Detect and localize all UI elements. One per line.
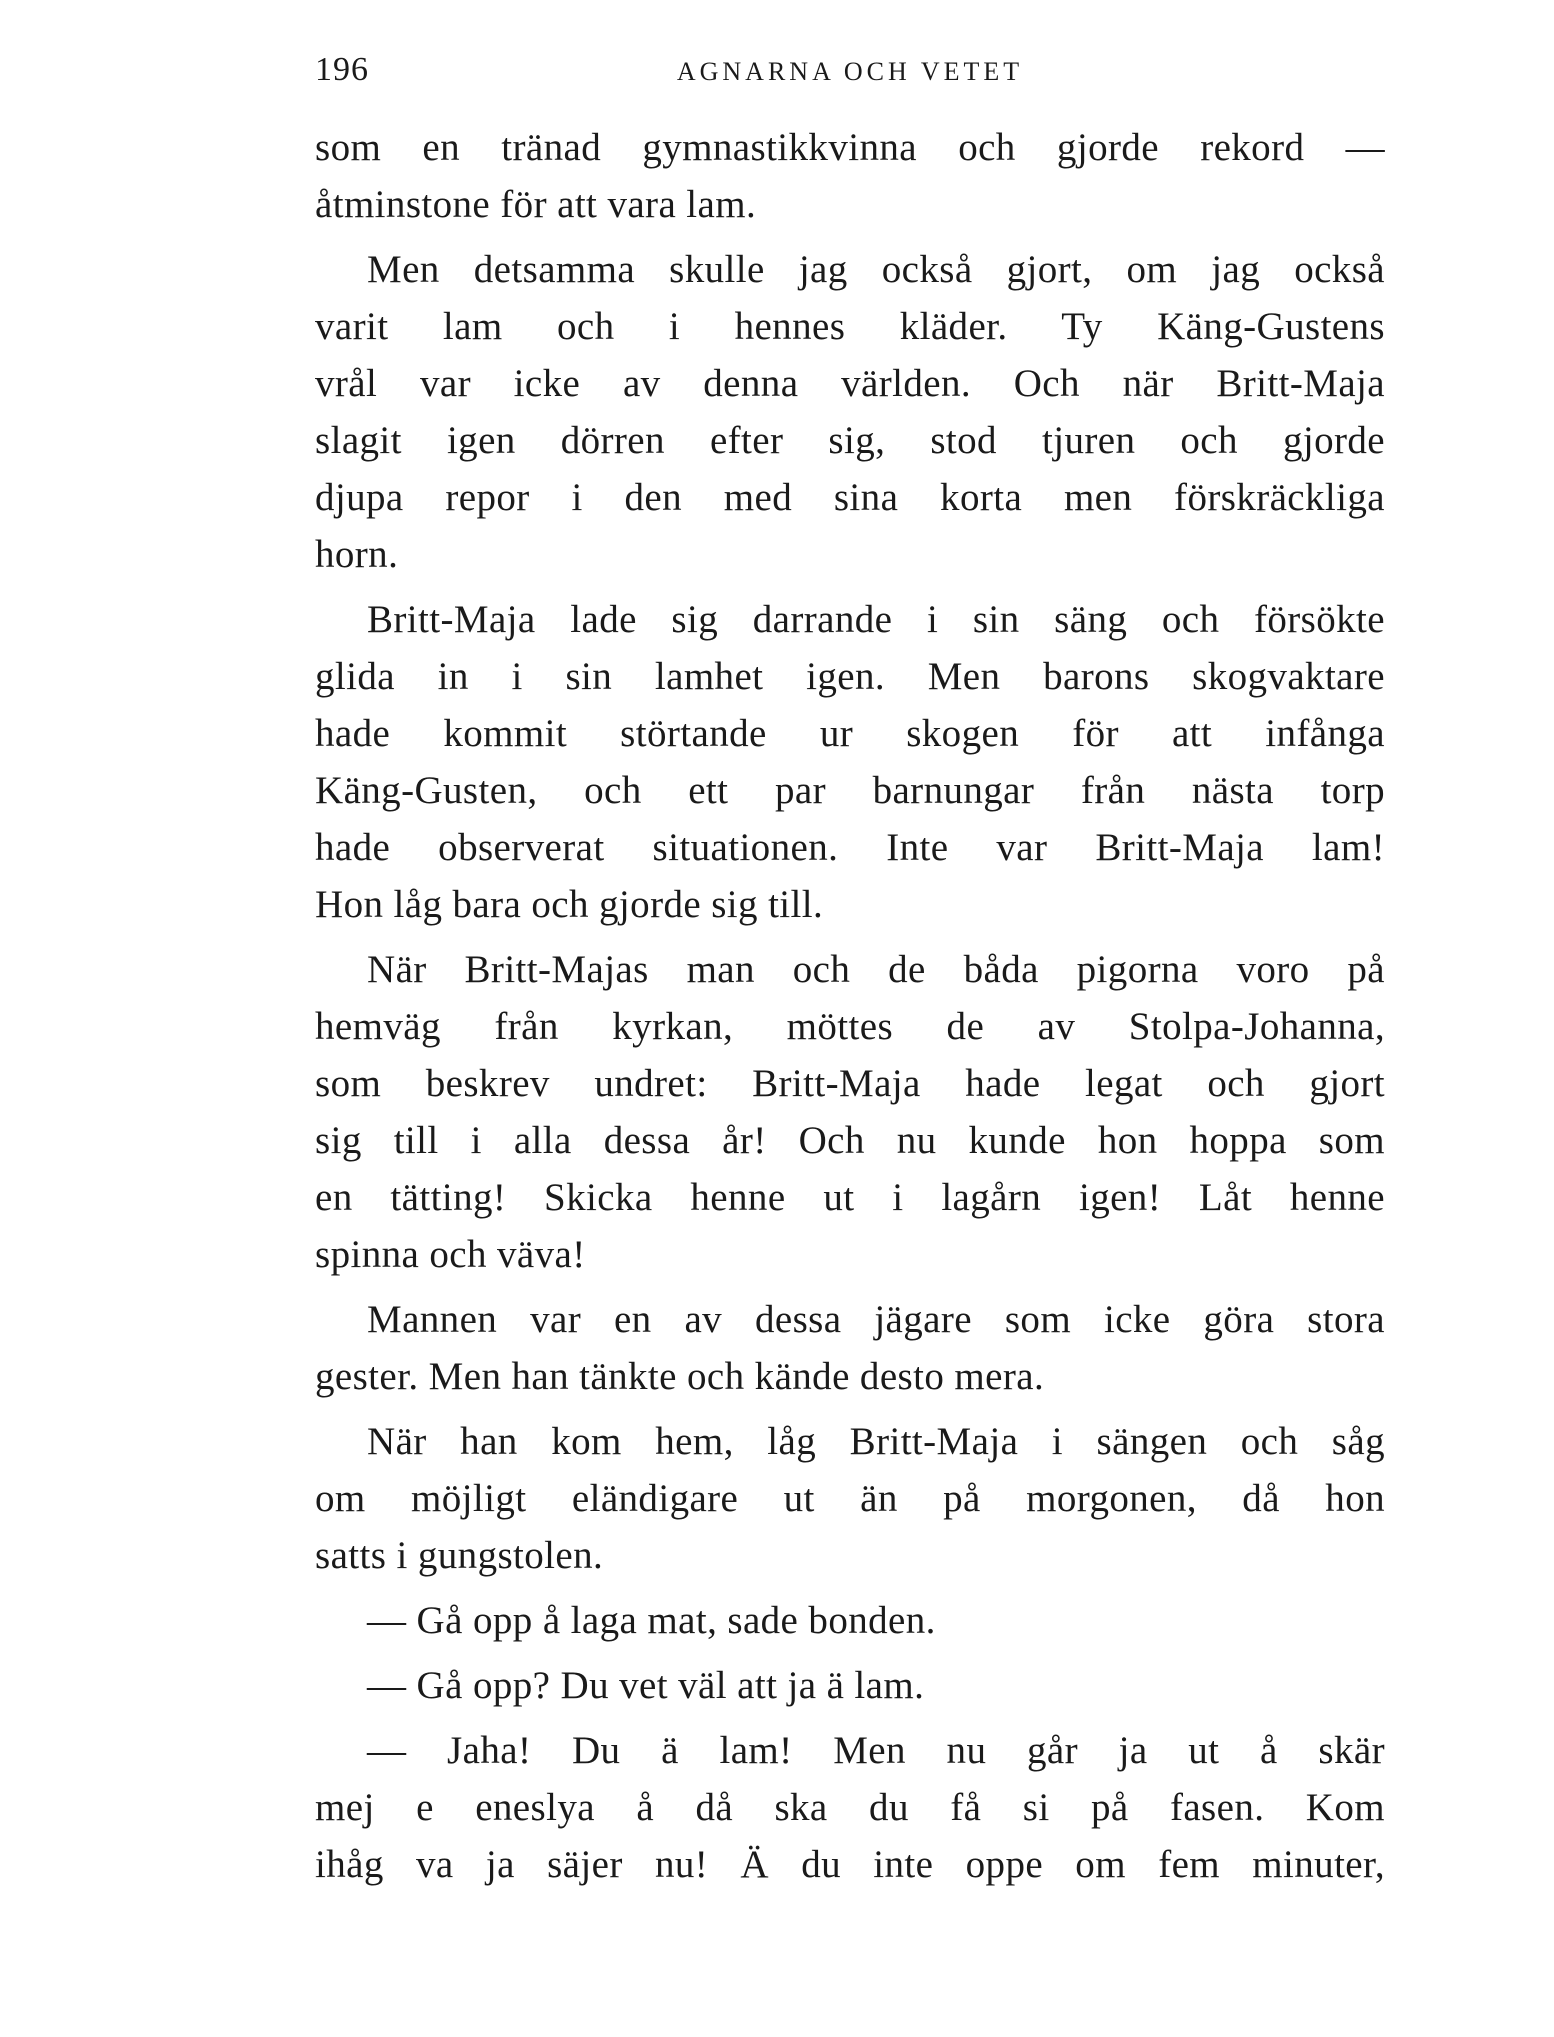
paragraph — [315, 119, 1385, 233]
paragraph — [315, 1291, 1385, 1405]
text-line: hade kommit störtande ur skogen för att infånga — [315, 712, 1385, 755]
text-line: — Gå opp å laga mat, sade bonden. — [367, 1599, 936, 1642]
text-line: Britt-Maja lade sig darrande i sin säng och försökte — [367, 598, 1385, 641]
text-line: — Gå opp? Du vet väl att ja ä lam. — [367, 1664, 925, 1707]
paragraph — [315, 1592, 1385, 1649]
text-line: varit lam och i hennes kläder. Ty Käng-Gustens — [315, 305, 1385, 348]
paragraph — [315, 591, 1385, 933]
text-line: slagit igen dörren efter sig, stod tjuren och gjorde — [315, 419, 1385, 462]
text-line: som en tränad gymnastikkvinna och gjorde rekord — — [315, 126, 1385, 169]
text-line: sig till i alla dessa år! Och nu kunde hon hoppa som — [315, 1119, 1385, 1162]
text-line: glida in i sin lamhet igen. Men barons skogvaktare — [315, 655, 1385, 698]
text-line: hade observerat situationen. Inte var Britt-Maja lam! — [315, 826, 1385, 869]
text-line: gester. Men han tänkte och kände desto mera. — [315, 1355, 1045, 1398]
text-line: ihåg va ja säjer nu! Ä du inte oppe om fem minuter, — [315, 1843, 1385, 1886]
paragraph — [315, 941, 1385, 1283]
text-line: Käng-Gusten, och ett par barnungar från nästa torp — [315, 769, 1385, 812]
text-line: djupa repor i den med sina korta men förskräckliga — [315, 476, 1385, 519]
text-line: satts i gungstolen. — [315, 1534, 604, 1577]
text-line: spinna och väva! — [315, 1233, 586, 1276]
text-line: mej e eneslya å då ska du få si på fasen. Kom — [315, 1786, 1385, 1829]
page-number: 196 — [315, 51, 369, 88]
text-line: När Britt-Majas man och de båda pigorna voro på — [367, 948, 1385, 991]
text-line: När han kom hem, låg Britt-Maja i sängen och såg — [367, 1420, 1385, 1463]
text-line: vrål var icke av denna världen. Och när Britt-Maja — [315, 362, 1385, 405]
text-line: Hon låg bara och gjorde sig till. — [315, 883, 824, 926]
text-line: som beskrev undret: Britt-Maja hade legat och gjort — [315, 1062, 1385, 1105]
text-line: om möjligt eländigare ut än på morgonen, då hon — [315, 1477, 1385, 1520]
paragraph — [315, 241, 1385, 583]
body-text — [315, 119, 1385, 1901]
paragraph — [315, 1722, 1385, 1893]
paragraph — [315, 1657, 1385, 1714]
paragraph — [315, 1413, 1385, 1584]
text-line: hemväg från kyrkan, möttes de av Stolpa-Johanna, — [315, 1005, 1385, 1048]
text-line: horn. — [315, 533, 399, 576]
text-line: en tätting! Skicka henne ut i lagårn igen! Låt henne — [315, 1176, 1385, 1219]
running-head — [315, 50, 1385, 90]
text-line: Mannen var en av dessa jägare som icke göra stora — [367, 1298, 1385, 1341]
text-line: — Jaha! Du ä lam! Men nu går ja ut å skär — [367, 1729, 1385, 1772]
text-line: Men detsamma skulle jag också gjort, om jag också — [367, 248, 1385, 291]
text-line: åtminstone för att vara lam. — [315, 183, 757, 226]
running-title: AGNARNA OCH VETET — [676, 57, 1024, 86]
